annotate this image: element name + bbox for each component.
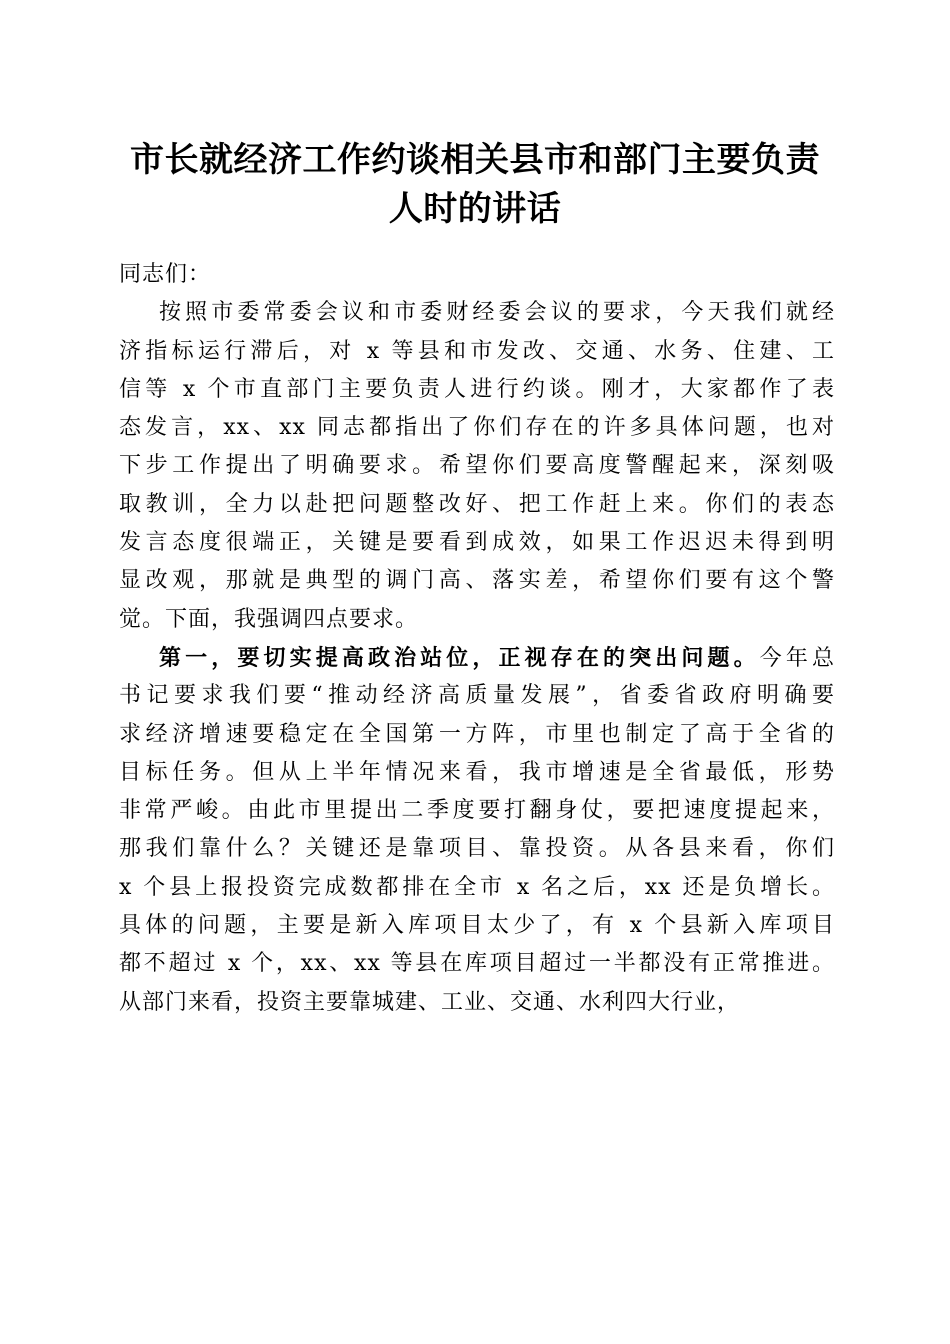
- paragraph-2: [119, 639, 835, 1022]
- paragraph-1-line: 显改观，那就是典型的调门高、落实差，希望你们要有这个警: [119, 568, 835, 594]
- paragraph-2-line: 目标任务。但从上半年情况来看，我市增速是全省最低，形势: [119, 759, 835, 785]
- document-body: [119, 256, 835, 1022]
- title-line-2: 人时的讲话: [388, 189, 562, 229]
- paragraph-1-line: 觉。下面，我强调四点要求。: [119, 606, 419, 632]
- paragraph-1-line: 发言态度很端正，关键是要看到成效，如果工作迟迟未得到明: [119, 530, 835, 556]
- paragraph-2-first-line: [119, 639, 835, 677]
- paragraph-1-line: 态发言，xx、xx 同志都指出了你们存在的许多具体问题，也对: [119, 415, 835, 441]
- paragraph-2-first-tail: 今年总: [759, 645, 835, 671]
- title-line-1: 市长就经济工作约谈相关县市和部门主要负责: [130, 140, 820, 180]
- document-title: [110, 136, 840, 234]
- paragraph-2-line: 书记要求我们要“推动经济高质量发展”，省委省政府明确要: [119, 683, 835, 709]
- paragraph-2-line: 求经济增速要稳定在全国第一方阵，市里也制定了高于全省的: [119, 721, 835, 747]
- paragraph-2-line: 具体的问题，主要是新入库项目太少了，有 x 个县新入库项目: [119, 913, 835, 939]
- paragraph-2-line: x 个县上报投资完成数都排在全市 x 名之后，xx 还是负增长。: [119, 874, 835, 900]
- paragraph-2-line: 从部门来看，投资主要靠城建、工业、交通、水利四大行业，: [119, 989, 741, 1015]
- section-heading: 第一，要切实提高政治站位，正视存在的突出问题。: [159, 644, 760, 671]
- paragraph-2-line: 都不超过 x 个，xx、xx 等县在库项目超过一半都没有正常推进。: [119, 951, 835, 977]
- paragraph-1-line: 济指标运行滞后，对 x 等县和市发改、交通、水务、住建、工: [119, 338, 835, 364]
- paragraph-1: [119, 294, 835, 639]
- salutation: 同志们：: [119, 262, 212, 287]
- paragraph-2-line: 非常严峻。由此市里提出二季度要打翻身仗，要把速度提起来，: [119, 798, 835, 824]
- paragraph-1-line: 按照市委常委会议和市委财经委会议的要求，今天我们就经: [159, 300, 835, 326]
- paragraph-1-line: 取教训，全力以赴把问题整改好、把工作赶上来。你们的表态: [119, 491, 835, 517]
- paragraph-2-line: 那我们靠什么？关键还是靠项目、靠投资。从各县来看，你们: [119, 836, 835, 862]
- paragraph-1-line: 信等 x 个市直部门主要负责人进行约谈。刚才，大家都作了表: [119, 376, 835, 402]
- paragraph-1-line: 下步工作提出了明确要求。希望你们要高度警醒起来，深刻吸: [119, 453, 835, 479]
